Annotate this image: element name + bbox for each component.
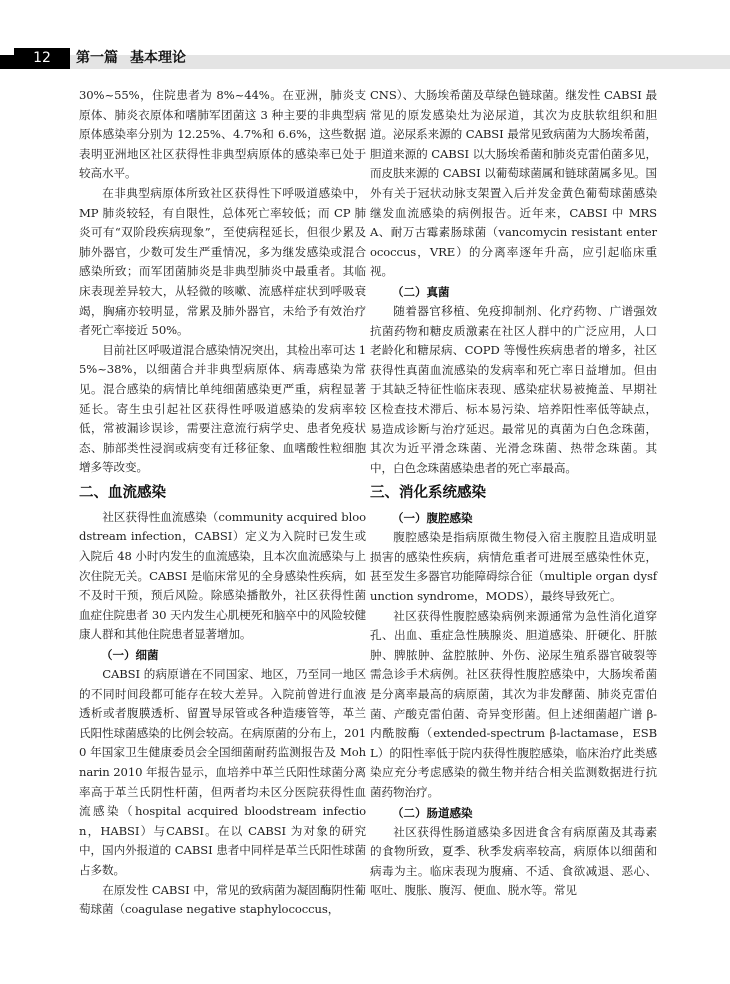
subsection-heading: （二）真菌 [392, 284, 450, 299]
part-title: 基本理论 [130, 50, 186, 66]
paragraph: 30%~55%，住院患者为 8%~44%。在亚洲，肺炎支原体、肺炎衣原体和嗜肺军团菌这 3 种主要的非典型病原体感染率分别为 12.25%、4.7%和 6.6%，这些数据表明亚洲地区社区获得性非典型病原体的感染率已处于较高水平。 [79, 88, 366, 181]
paragraph: 社区获得性腹腔感染病例来源通常为急性消化道穿孔、出血、重症急性胰腺炎、胆道感染、肝硬化、肝脓肿、脾脓肿、盆腔脓肿、外伤、泌尿生殖系器官破裂等需急诊手术病例。社区获得性腹腔感染中，大肠埃希菌是分离率最高的病原菌，其次为非发酵菌、肺炎克雷伯菌、产酸克雷伯菌、奇异变形菌。但上述细菌超广谱 β-内酰胺酶（extended-spectrum β-lactamase，ESBL）的阳性率低于院内获得性腹腔感染，临床治疗此类感染应充分考虑感染的微生物并结合相关监测数据进行抗菌药物治疗。 [370, 608, 657, 799]
paragraph: 腹腔感染是指病原微生物侵入宿主腹腔且造成明显损害的感染性疾病，病情危重者可进展至感染性休克，甚至发生多器官功能障碍综合征（multiple organ dysfunction syndrome，MODS），最终导致死亡。 [370, 530, 657, 604]
paragraph: 在原发性 CABSI 中，常见的致病菌为凝固酶阴性葡萄球菌（coagulase negative staphylococcus， [79, 882, 366, 917]
subsection-heading: （二）肠道感染 [392, 805, 473, 820]
paragraph: 在非典型病原体所致社区获得性下呼吸道感染中，MP 肺炎较轻，有自限性，总体死亡率较低；而 CP 肺炎可有“双阶段疾病现象”，至使病程延长，但很少累及肺外器官，少数可发生严重情况，多为继发感染或混合感染所致；而军团菌肺炎是非典型肺炎中最重者。其临床表现差异较大，从轻微的咳嗽、流感样症状到呼吸衰竭，胸痛亦较明显，常累及肺外器官，未给予有效治疗者死亡率接近 50%。 [79, 185, 366, 338]
paragraph: 目前社区呼吸道混合感染情况突出，其检出率可达 15%~38%，以细菌合并非典型病原体、病毒感染为常见。混合感染的病情比单纯细菌感染更严重，病程显著延长。寄生虫引起社区获得性呼吸道感染的发病率较低，常被漏诊误诊，需要注意流行病学史、患者免疫状态、肺部类性浸润或病变有迁移征象、血嗜酸性粒细胞增多等改变。 [79, 342, 366, 475]
paragraph: CABSI 的病原谱在不同国家、地区，乃至同一地区的不同时间段都可能存在较大差异。入院前曾进行血液透析或者腹膜透析、留置导尿管或各种造瘘管等，革兰氏阳性球菌感染的比例会较高。在病原菌的分布上，2010 年国家卫生健康委员会全国细菌耐药监测报告及 Mohnarin 2010 年报告显示，血培养中革兰氏阳性球菌分离率高于革兰氏阴性杆菌，但两者均未区分医院获得性血流感染（hospital acquired bloodstream infection，HABSI）与CABSI。在以 CABSI 为对象的研究中，国内外报道的 CABSI 患者中同样是革兰氏阳性球菌占多数。 [79, 667, 366, 877]
paragraph: 社区获得性肠道感染多因进食含有病原菌及其毒素的食物所致，夏季、秋季发病率较高，病原体以细菌和病毒为主。临床表现为腹痛、不适、食欲减退、恶心、呕吐、腹胀、腹泻、便血、脱水等。常见 [370, 824, 657, 898]
paragraph: 随着器官移植、免疫抑制剂、化疗药物、广谱强效抗菌药物和糖皮质激素在社区人群中的广泛应用，人口老龄化和糖尿病、COPD 等慢性疾病患者的增多，社区获得性真菌血流感染的发病率和死亡率日益增加。但由于其缺乏特征性临床表现、感染症状易被掩盖、早期社区检查技术滞后、标本易污染、培养阳性率低等缺点，易造成诊断与治疗延迟。最常见的真菌为白色念珠菌，其次为近平滑念珠菌、光滑念珠菌、热带念珠菌。其中，白色念珠菌感染患者的死亡率最高。 [370, 303, 657, 475]
header-bar-mark [0, 55, 14, 69]
section-heading: 三、消化系统感染 [370, 485, 486, 502]
left-column [79, 86, 366, 920]
subsection-heading: （一）腹腔感染 [392, 511, 473, 526]
right-column [370, 86, 657, 901]
paragraph: 社区获得性血流感染（community acquired bloodstream infection，CABSI）定义为入院时已发生或入院后 48 小时内发生的血流感染，且本次血流感染与上次住院无关。CABSI 是临床常见的全身感染性疾病，如不及时干预，预后风险。除感染播散外，社区获得性菌血症住院患者 30 天内发生心肌梗死和脑卒中的风险较健康人群和其他住院患者显著增加。 [79, 509, 366, 642]
part-label: 第一篇 [76, 50, 118, 66]
section-heading: 二、血流感染 [79, 484, 166, 501]
subsection-heading: （一）细菌 [101, 648, 159, 663]
running-header [76, 47, 198, 69]
paragraph: CNS）、大肠埃希菌及草绿色链球菌。继发性 CABSI 最常见的原发感染灶为泌尿道，其次为皮肤软组织和胆道。泌尿系来源的 CABSI 最常见致病菌为大肠埃希菌，胆道来源的 CABSI 以大肠埃希菌和肺炎克雷伯菌多见，而皮肤来源的 CABSI 以葡萄球菌属和链球菌属多见。国外有关于冠状动脉支架置入后并发金黄色葡萄球菌感染继发血流感染的病例报告。近年来，CABSI 中 MRSA、耐万古霉素肠球菌（vancomycin resistant enterococcus，VRE）的分离率逐年升高，应引起临床重视。 [370, 88, 657, 279]
page-number: 12 [14, 48, 70, 69]
